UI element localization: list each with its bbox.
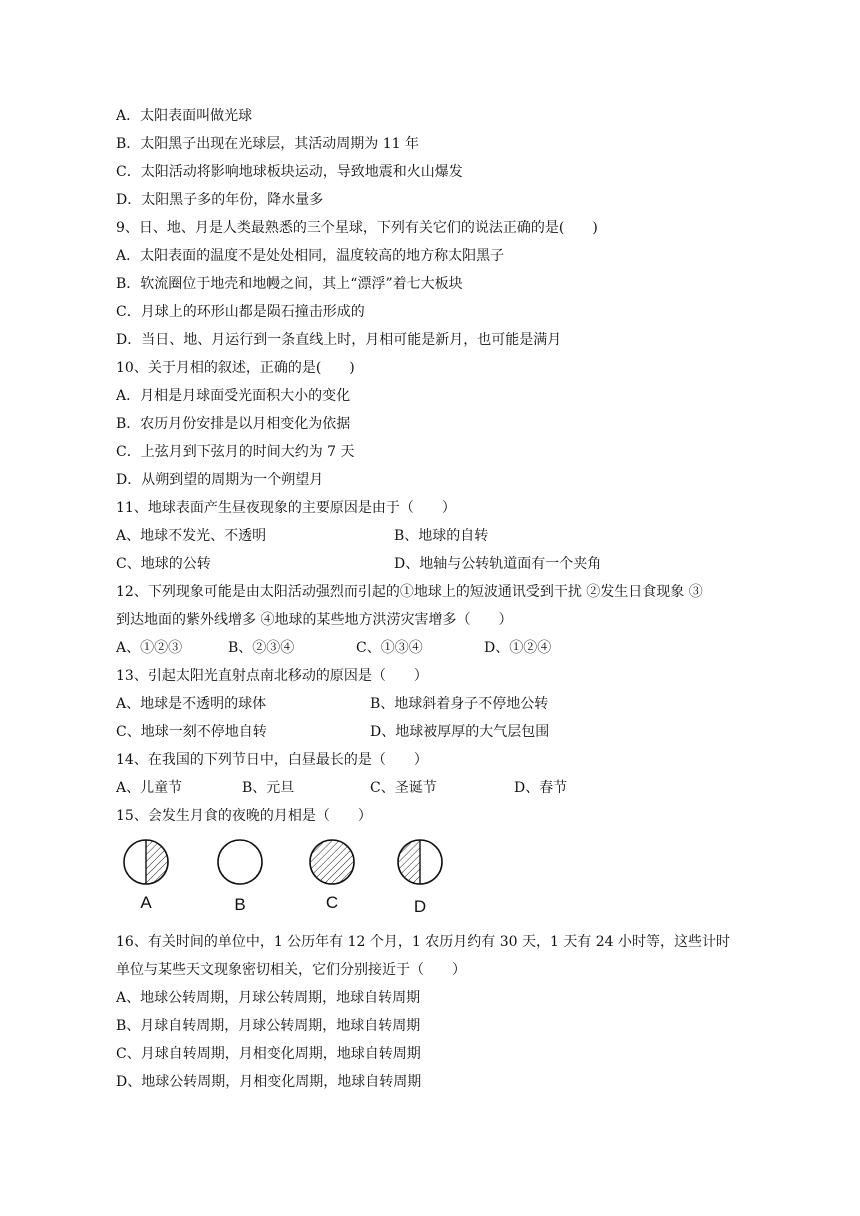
q9-option-a: A．太阳表面的温度不是处处相同，温度较高的地方称太阳黑子 [116, 248, 505, 264]
q11-option-c: C、地球的公转 [116, 556, 211, 572]
q10-option-a: A．月相是月球面受光面积大小的变化 [116, 388, 351, 404]
q14-options-row [116, 778, 776, 798]
q13-options-row2 [116, 722, 776, 742]
q15-stem: 15、会发生月食的夜晚的月相是（ ） [116, 808, 372, 824]
q9-option-d: D．当日、地、月运行到一条直线上时，月相可能是新月，也可能是满月 [116, 332, 562, 348]
moon-d-graphic [396, 836, 444, 888]
moon-label-d: D [413, 897, 427, 916]
q12-stem-line2: 到达地面的紫外线增多 ④地球的某些地方洪涝灾害增多（ ） [116, 612, 513, 628]
q12-stem-line1: 12、下列现象可能是由太阳活动强烈而引起的①地球上的短波通讯受到干扰 ②发生日食现象 ③ [116, 584, 703, 600]
moon-label-a: A [140, 893, 152, 912]
q10-option-b: B．农历月份安排是以月相变化为依据 [116, 416, 351, 432]
q16-stem-line2: 单位与某些天文现象密切相关，它们分别接近于（ ） [116, 962, 466, 978]
q12-option-d: D、①②④ [484, 640, 552, 656]
q11-option-b: B、地球的自转 [394, 528, 489, 544]
q8-option-a: A．太阳表面叫做光球 [116, 108, 253, 124]
moon-b-graphic [216, 836, 264, 888]
q16-option-c: C、月球自转周期，月相变化周期，地球自转周期 [116, 1046, 421, 1062]
q8-option-d: D．太阳黑子多的年份，降水量多 [116, 192, 324, 208]
q14-option-b: B、元旦 [242, 780, 295, 796]
q13-stem: 13、引起太阳光直射点南北移动的原因是（ ） [116, 668, 428, 684]
q10-stem: 10、关于月相的叙述，正确的是( ) [116, 360, 355, 376]
q16-option-d: D、地球公转周期，月相变化周期，地球自转周期 [116, 1074, 422, 1090]
q9-stem: 9、日、地、月是人类最熟悉的三个星球，下列有关它们的说法正确的是( ) [116, 220, 598, 236]
moon-phase-a [122, 836, 170, 888]
q13-option-c: C、地球一刻不停地自转 [116, 724, 267, 740]
q12-option-c: C、①③④ [356, 640, 423, 656]
moon-label-b: B [234, 895, 246, 914]
q9-option-b: B．软流圈位于地壳和地幔之间，其上“漂浮”着七大板块 [116, 276, 463, 292]
q11-options-row2 [116, 554, 776, 574]
q9-option-c: C．月球上的环形山都是陨石撞击形成的 [116, 304, 365, 320]
q12-option-a: A、①②③ [116, 640, 183, 656]
moon-phase-figure [116, 836, 476, 920]
moon-label-c: C [325, 893, 339, 912]
moon-a-graphic [122, 836, 170, 888]
q12-option-b: B、②③④ [228, 640, 295, 656]
q13-option-a: A、地球是不透明的球体 [116, 696, 267, 712]
moon-c-graphic [308, 836, 356, 888]
moon-phase-c [308, 836, 356, 888]
moon-phase-d [396, 836, 444, 888]
q13-option-d: D、地球被厚厚的大气层包围 [370, 724, 550, 740]
moon-phase-b [216, 836, 264, 888]
q8-option-c: C．太阳活动将影响地球板块运动，导致地震和火山爆发 [116, 164, 463, 180]
q12-options-row [116, 638, 776, 658]
q11-options-row1 [116, 526, 776, 546]
q8-option-b: B．太阳黑子出现在光球层，其活动周期为 11 年 [116, 136, 420, 152]
q11-option-d: D、地轴与公转轨道面有一个夹角 [394, 556, 602, 572]
q10-option-d: D．从朔到望的周期为一个朔望月 [116, 472, 324, 488]
q14-option-a: A、儿童节 [116, 780, 183, 796]
q16-option-a: A、地球公转周期，月球公转周期，地球自转周期 [116, 990, 421, 1006]
q13-options-row1 [116, 694, 776, 714]
q11-stem: 11、地球表面产生昼夜现象的主要原因是由于（ ） [116, 500, 456, 516]
q14-option-d: D、春节 [514, 780, 568, 796]
q13-option-b: B、地球斜着身子不停地公转 [370, 696, 549, 712]
q10-option-c: C．上弦月到下弦月的时间大约为 7 天 [116, 444, 355, 460]
q16-option-b: B、月球自转周期，月球公转周期，地球自转周期 [116, 1018, 421, 1034]
q14-option-c: C、圣诞节 [370, 780, 437, 796]
q16-stem-line1: 16、有关时间的单位中，1 公历年有 12 个月，1 农历月约有 30 天，1 天有 24 小时等，这些计时 [116, 934, 731, 950]
q14-stem: 14、在我国的下列节日中，白昼最长的是（ ） [116, 752, 428, 768]
q11-option-a: A、地球不发光、不透明 [116, 528, 267, 544]
